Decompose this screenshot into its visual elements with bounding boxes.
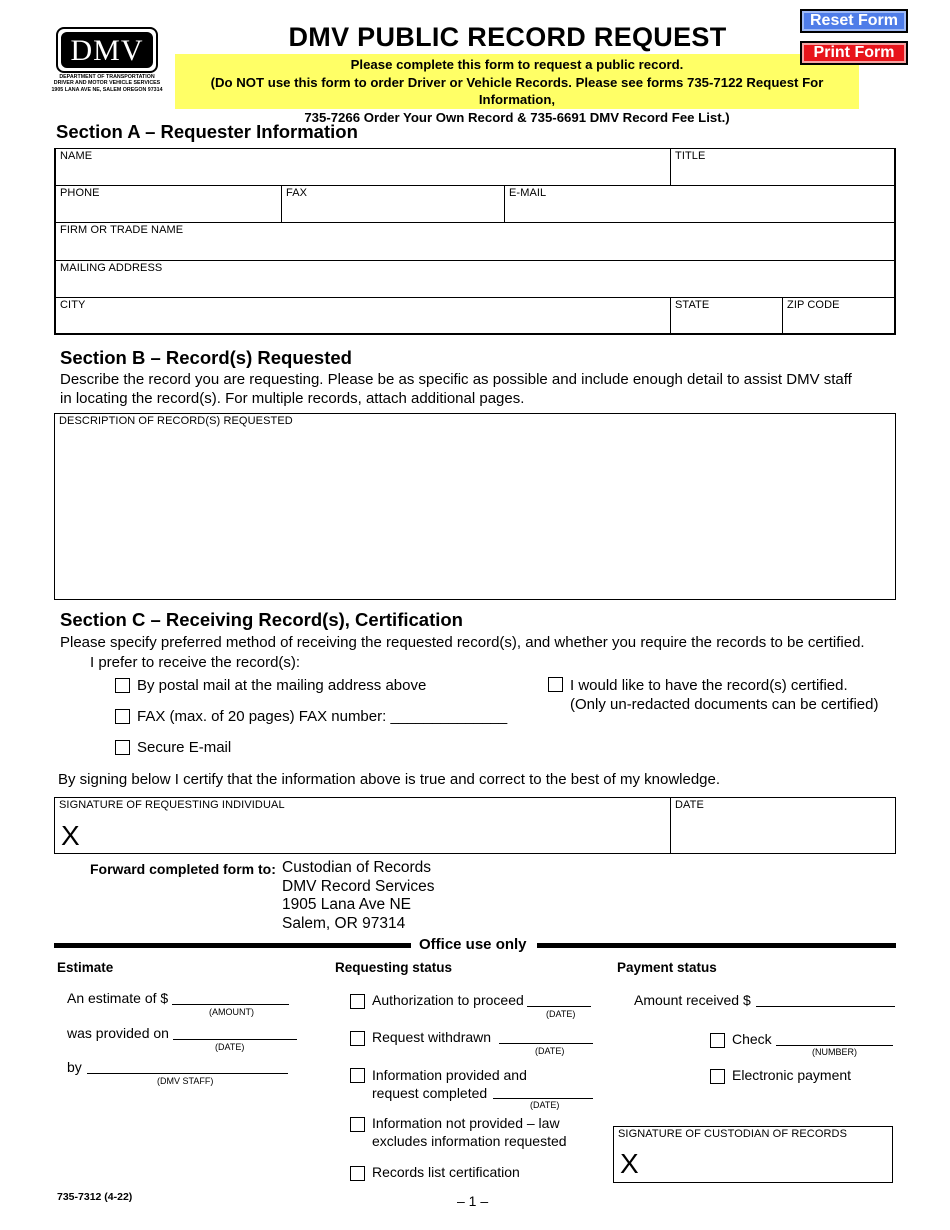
dmv-logo [56, 27, 158, 73]
info-not-provided-line: Information not provided – law [372, 1115, 560, 1131]
section-b-heading: Section B – Record(s) Requested [60, 347, 352, 368]
address-line: Custodian of Records [282, 859, 432, 876]
address-line: Salem, OR 97314 [282, 914, 406, 932]
name-field[interactable] [54, 148, 671, 186]
fax-field[interactable] [281, 185, 505, 223]
secure-email-checkbox[interactable] [115, 740, 130, 755]
mailing-label: MAILING ADDRESS [60, 262, 163, 274]
staff-caption: (DMV STAFF) [157, 1076, 214, 1086]
amount-caption: (AMOUNT) [209, 1007, 254, 1017]
mailing-address-field[interactable] [54, 260, 896, 298]
banner-line: (Do NOT use this form to order Driver or Vehicle Records. Please see forms 735-7122 Request For Information, [210, 74, 824, 107]
instruction-banner [175, 54, 859, 125]
postal-mail-label: By postal mail at the mailing address above [137, 677, 427, 694]
signature-field[interactable] [54, 797, 671, 854]
name-label: NAME [60, 150, 93, 162]
authorization-date-line[interactable] [527, 1006, 591, 1007]
fax-option-label: FAX (max. of 20 pages) FAX number: ______________ [137, 708, 508, 725]
page-title: DMV PUBLIC RECORD REQUEST [288, 22, 727, 52]
department-info [44, 74, 170, 93]
electronic-payment-checkbox[interactable] [710, 1069, 725, 1084]
certified-checkbox[interactable] [548, 677, 563, 692]
provided-on-text: was provided on [67, 1025, 169, 1041]
phone-field[interactable] [54, 185, 282, 223]
page-number: – 1 – [457, 1193, 489, 1209]
dmv-logo-text: DMV [61, 32, 153, 68]
date-label: DATE [675, 799, 704, 811]
title-field[interactable] [670, 148, 896, 186]
instruction-line: Describe the record you are requesting. Please be as specific as possible and include enough detail to assist DMV staff [60, 371, 852, 388]
check-label: Check [732, 1031, 772, 1047]
withdrawn-checkbox[interactable] [350, 1031, 365, 1046]
fax-label: FAX [286, 187, 308, 199]
certify-statement: By signing below I certify that the information above is true and correct to the best of my knowledge. [58, 771, 721, 788]
info-not-provided-line: excludes information requested [372, 1133, 567, 1149]
authorization-label: Authorization to proceed [372, 992, 524, 1008]
instruction-line: in locating the record(s). For multiple records, attach additional pages. [60, 390, 525, 407]
info-provided-date-line[interactable] [493, 1098, 593, 1099]
zip-code-field[interactable] [782, 297, 896, 335]
section-a-heading: Section A – Requester Information [56, 121, 358, 142]
state-label: STATE [675, 299, 710, 311]
email-label: E-MAIL [509, 187, 547, 199]
check-checkbox[interactable] [710, 1033, 725, 1048]
amount-received-line[interactable] [756, 1006, 895, 1007]
records-list-checkbox[interactable] [350, 1166, 365, 1181]
address-line: 1905 Lana Ave NE [282, 896, 411, 913]
estimate-date-line[interactable] [173, 1039, 297, 1040]
custodian-signature-x: X [620, 1148, 639, 1179]
info-provided-checkbox[interactable] [350, 1068, 365, 1083]
withdrawn-date-line[interactable] [499, 1043, 593, 1044]
dept-line: 1905 LANA AVE NE, SALEM OREGON 97314 [51, 86, 163, 93]
info-provided-date-caption: (DATE) [530, 1100, 560, 1110]
info-provided-line: request completed [372, 1085, 488, 1101]
dept-line: DRIVER AND MOTOR VEHICLE SERVICES [53, 80, 161, 87]
info-provided-line: Information provided and [372, 1067, 527, 1083]
records-list-label: Records list certification [372, 1164, 520, 1180]
dept-line: DEPARTMENT OF TRANSPORTATION [59, 74, 155, 80]
custodian-signature-label: SIGNATURE OF CUSTODIAN OF RECORDS [618, 1128, 848, 1140]
email-field[interactable] [504, 185, 896, 223]
office-divider-right [537, 943, 896, 948]
estimate-amount-line[interactable] [172, 1004, 289, 1005]
banner-line: Please complete this form to request a public record. [350, 57, 684, 72]
amount-received-text: Amount received $ [634, 992, 751, 1008]
info-not-provided-label [372, 1114, 567, 1150]
fax-checkbox[interactable] [115, 709, 130, 724]
postal-mail-checkbox[interactable] [115, 678, 130, 693]
firm-label: FIRM OR TRADE NAME [60, 224, 184, 236]
section-c-heading: Section C – Receiving Record(s), Certification [60, 609, 463, 630]
city-field[interactable] [54, 297, 671, 335]
secure-email-label: Secure E-mail [137, 739, 232, 756]
custodian-signature-field[interactable] [613, 1126, 893, 1183]
zip-label: ZIP CODE [787, 299, 840, 311]
section-c-instructions: Please specify preferred method of receiving the requested record(s), and whether you require the records to be certified. [60, 634, 865, 651]
requesting-status-heading: Requesting status [335, 960, 453, 975]
phone-label: PHONE [60, 187, 100, 199]
certified-label [570, 676, 879, 714]
description-field[interactable] [54, 413, 896, 600]
dmv-staff-line[interactable] [87, 1073, 288, 1074]
state-field[interactable] [670, 297, 783, 335]
print-form-button[interactable]: Print Form [800, 41, 908, 65]
authorization-checkbox[interactable] [350, 994, 365, 1009]
signature-date-field[interactable] [670, 797, 896, 854]
address-line: DMV Record Services [282, 877, 435, 895]
certified-note: (Only un-redacted documents can be certified) [570, 696, 879, 713]
withdrawn-label: Request withdrawn [372, 1029, 492, 1045]
forward-address [282, 859, 434, 933]
prefer-text: I prefer to receive the record(s): [90, 654, 301, 671]
office-use-title: Office use only [419, 936, 527, 953]
city-label: CITY [60, 299, 86, 311]
estimate-heading: Estimate [57, 960, 114, 975]
signature-x: X [61, 820, 80, 851]
check-number-caption: (NUMBER) [812, 1047, 857, 1057]
signature-label: SIGNATURE OF REQUESTING INDIVIDUAL [59, 799, 285, 811]
section-b-instructions [60, 370, 920, 408]
electronic-payment-label: Electronic payment [732, 1067, 852, 1083]
info-provided-label [372, 1066, 527, 1102]
forward-label: Forward completed form to: [90, 861, 276, 877]
date-caption: (DATE) [215, 1042, 245, 1052]
estimate-text: An estimate of $ [67, 990, 169, 1006]
firm-name-field[interactable] [54, 222, 896, 261]
withdrawn-date-caption: (DATE) [535, 1046, 565, 1056]
certified-line: I would like to have the record(s) certified. [570, 677, 848, 694]
office-divider-left [54, 943, 411, 948]
authorization-date-caption: (DATE) [546, 1009, 576, 1019]
form-number: 735-7312 (4-22) [57, 1191, 133, 1203]
description-label: DESCRIPTION OF RECORD(S) REQUESTED [59, 415, 293, 427]
by-text: by [67, 1059, 82, 1075]
info-not-provided-checkbox[interactable] [350, 1117, 365, 1132]
payment-status-heading: Payment status [617, 960, 717, 975]
title-label: TITLE [675, 150, 706, 162]
banner-line: 735-7266 Order Your Own Record & 735-6691 DMV Record Fee List.) [304, 109, 730, 125]
check-number-line[interactable] [776, 1045, 893, 1046]
reset-form-button[interactable]: Reset Form [800, 9, 908, 33]
